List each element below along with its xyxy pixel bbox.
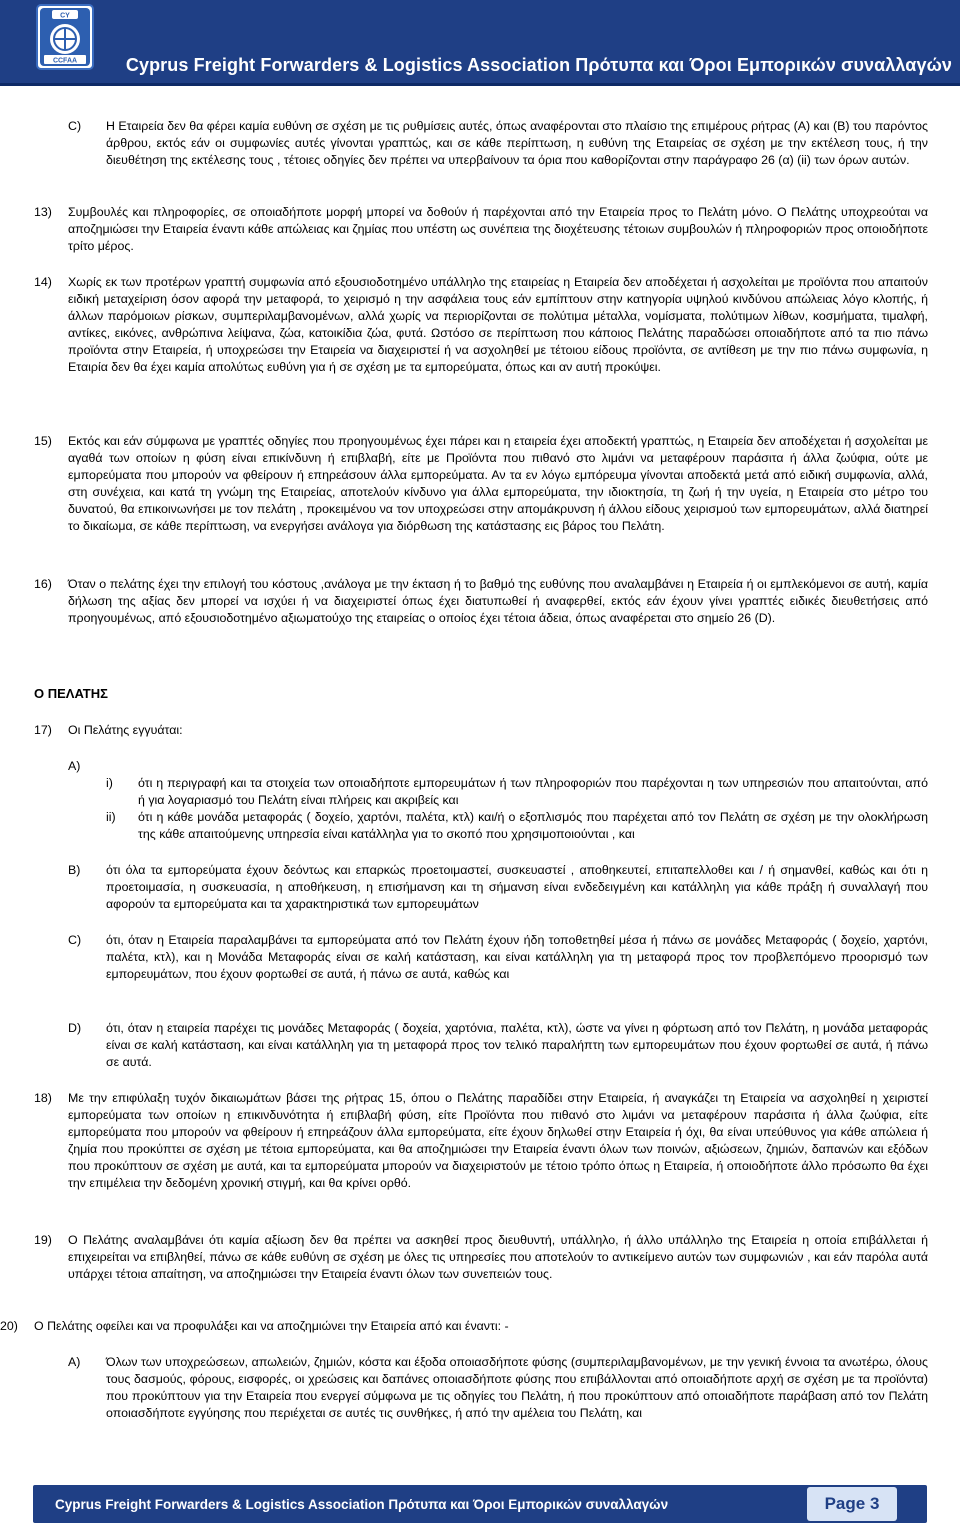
clause-15-text: Εκτός και εάν σύμφωνα με γραπτές οδηγίες που προηγουμένως έχει πάρει και η εταιρεία έχει αποδεκτή γραπτώς, η Εταιρεία δεν αποδέχεται ή ασχολείται με αγαθά των οποίων η φύση είναι επικίνδυνη ή επιβλαβή, είτε με Προϊόντα που πιθανό στο λιμάνι να μεταφέρουν παράσιτα ή άλλα ζωύφια, ούτε με εμπορεύματα που μπορούν να φθείρουν ή επηρεάσουν άλλα εμπορεύματα. Αν τα εν λόγω εμπόρευμα γίνονται αποδεκτά μετά από ειδική συμφωνία, αλλά, στη συνέχεια, και κατά τη γνώμη της Εταιρείας, αποτελούν κίνδυνο για άλλα εμπορεύματα, την ιδιοκτησία, τη ζωή ή την υγεία, η Εταιρεία στο μέτρο του δυνατού, θα επικοινωνήσει με τον πελάτη , προκειμένου να τον υποχρεώσει στην απομάκρυνση ή άλλου είδους χειρισμού των εμπορευμάτων, αλλά διατηρεί το δικαίωμα, σε κάθε περίπτωση, να ενεργήσει ανάλογα για διόρθωση της κατάστασης εις βάρος του Πελάτη. — [68, 434, 928, 533]
header-title: Cyprus Freight Forwarders & Logistics Association Πρότυπα και Όροι Εμπορικών συναλλαγών — [125, 55, 952, 75]
clause-20-a-text: Όλων των υποχρεώσεων, απωλειών, ζημιών, κόστα και έξοδα οποιασδήποτε φύσης (συμπεριλαμβανομένων, με την γενική έννοια τα ανωτέρω, όλους τους δασμούς, φόρους, εισφορές, οι χρεώσεις και δαπάνες οποιασδήποτε φύσης που επιβάλλονται από οποιαδήποτε αρχή σε σχέση με τα προϊόντα) που προκύπτουν για την Εταιρεία που ενεργεί σύμφωνα με τις οδηγίες του Πελάτη, ή που προκύπτουν από οποιαδήποτε παράβαση από τον Πελάτη οποιασδήποτε εγγύησης που περιέχεται σε αυτές τις συνθήκες, ή από την αμέλεια του Πελάτη, και — [106, 1355, 928, 1420]
clause-20-label: 20) — [0, 1319, 18, 1333]
clause-17-d-text: ότι, όταν η εταιρεία παρέχει τις μονάδες Μεταφοράς ( δοχεία, χαρτόνια, παλέτα, κτλ), ώστε να γίνει η φόρτωση από τον Πελάτη, η μονάδα μεταφοράς είναι σε καλή κατάσταση, και είναι κατάλληλη για τη μεταφορά προς τον τελικό παραλήπτη των εμπορευμάτων που έχουν φορτωθεί σε αυτά, ή πάνω σε αυτά. — [106, 1021, 928, 1069]
clause-19-text: Ο Πελάτης αναλαμβάνει ότι καμία αξίωση δεν θα πρέπει να ασκηθεί προς διευθυντή, υπάλληλο, ή άλλο υπάλληλο της Εταιρεία η οποία επιβάλλεται ή επιχειρείται να επιβληθεί, πάνω σε κάθε ευθύνη σε σχέση με όλες τις υπηρεσίες που αποτελούν το αντικείμενο αυτών των συμφωνιών , και εάν παρόλα αυτά υπάρχει τέτοια απαίτηση, να αποζημιώσει την Εταιρεία έναντι όλων των συνεπειών τους. — [68, 1233, 928, 1281]
clause-17-b-label: B) — [68, 863, 81, 877]
clause-17-intro: Οι Πελάτης εγγυάται: — [68, 723, 183, 737]
clause-17-c-label: C) — [68, 933, 82, 947]
clause-13-text: Συμβουλές και πληροφορίες, σε οποιαδήποτε μορφή μπορεί να δοθούν ή παρέχονται από την Εταιρεία προς το Πελάτη μόνο. Ο Πελάτης υποχρεούται να αποζημιώσει την Εταιρεία έναντι κάθε απώλειας και ζημίας που υπέστη ως συνέπεια της διοχέτευσης τέτοιων συμβουλών ή πληροφοριών προς οποιοδήποτε τρίτο μέρος. — [68, 205, 928, 253]
clause-18-label: 18) — [34, 1091, 52, 1105]
clause-13-label: 13) — [34, 205, 52, 219]
logo-ccfaa-text: CCFAA — [52, 57, 78, 65]
clause-17-a-i-label: i) — [106, 776, 113, 790]
clause-14-text: Χωρίς εκ των προτέρων γραπτή συμφωνία από εξουσιοδοτημένο υπάλληλο της εταιρείας η Εταιρεία δεν αποδέχεται ή ασχολείται με προϊόντα που απαιτούν ειδική μεταχείριση όσον αφορά την μεταφορά, το χειρισμό η την ασφάλεια τους εάν εμπίπτουν στην κατηγορία υψηλού κινδύνου απώλειας λόγο κλοπής, ή άλλων παρόμοιων ρίσκων, συμπεριλαμβανομένων, αλλά χωρίς να περιορίζονται σε πολύτιμα μέταλλα, νομίσματα, πολύτιμων λίθων, κοσμήματα, τιμαλφή, αντίκες, εικόνες, ανθρώπινα λείψανα, ζώα, κατοικίδια ζώα, φυτά. Ωστόσο σε περίπτωση που κάποιος Πελάτης παραδώσει οποιαδήποτε από τα πιο πάνω προϊόντα στην Εταιρεία, ή υποχρεώσει την Εταιρεία να διαχειριστεί ή να ασχοληθεί με τέτοιου είδους προϊόντα, σε αντίθεση με την πιο πάνω συμφωνία, η Εταιρία δεν θα έχει καμία απολύτως ευθύνη για ή σε σχέση με τα εμπορεύματα, όπως και αν αυτή προκύψει. — [68, 275, 928, 374]
clause-19-label: 19) — [34, 1233, 52, 1247]
clause-18-text: Με την επιφύλαξη τυχόν δικαιωμάτων βάσει της ρήτρας 15, όπου ο Πελάτης παραδίδει στην Εταιρεία, ή αναγκάζει τη Εταιρεία να ασχοληθεί η χειριστεί εμπορεύματα των οποίων η επικινδυνότητα ή επιβλαβή φύση, είτε Προϊόντα που πιθανό στο λιμάνι να μεταφέρουν παράσιτα ή άλλα ζωύφια, είτε εμπορεύματα που μπορούν να φθείρουν ή επηρεάζουν άλλα εμπορεύματα, είτε έχουν δηλωθεί στην Εταιρεία ή όχι, θα είναι υπεύθυνος για κάθε απώλεια ή ζημία που προκύπτει σε σχέση με τέτοια εμπορεύματα, και θα αποζημιώσει την Εταιρεία έναντι όλων των ποινών, αξιώσεων, ζημιών, δαπανών και εξόδων που προκύπτουν σε σχέση με αυτά, και τα εμπορεύματα μπορούν να διαχειριστούν με τέτοιο τρόπο όπως η Εταιρεία, ή οποιοδήποτε άλλο πρόσωπο θα έχει την επιμέλεια την δεδομένη χρονική στιγμή, και θα κρίνει ορθό. — [68, 1091, 928, 1190]
ccfaa-logo — [36, 4, 94, 70]
header-bar — [0, 0, 960, 86]
footer-bar — [33, 1485, 927, 1523]
clause-17-a-label: A) — [68, 759, 81, 773]
logo-cy-text: CY — [60, 12, 70, 20]
page-number: Page 3 — [807, 1487, 897, 1521]
clause-17-b-text: ότι όλα τα εμπορεύματα έχουν δεόντως και επαρκώς προετοιμαστεί, συσκευαστεί , αποθηκευτεί, επιταπελλοθει και / ή σημανθεί, καθώς και ότι η προετοιμασία, η συσκευασία, η αποθήκευση, η επισήμανση και τη σήμανση είναι ενδεδειγμένη και κατάλληλη για κάθε πράξη ή συναλλαγή που αφορούν τα εμπορεύματα και τα χαρακτηριστικά των εμπορευμάτων — [106, 863, 928, 911]
clause-16-label: 16) — [34, 577, 52, 591]
footer-title: Cyprus Freight Forwarders & Logistics Association Πρότυπα και Όροι Εμπορικών συναλλαγών — [55, 1497, 669, 1512]
clause-c-label: C) — [68, 119, 82, 133]
clause-20-intro: Ο Πελάτης οφείλει και να προφυλάξει και να αποζημιώνει την Εταιρεία από και έναντι: - — [34, 1319, 509, 1333]
clause-20-a-label: A) — [68, 1355, 81, 1369]
clause-17-a-ii-label: ii) — [106, 810, 116, 824]
clause-16-text: Όταν ο πελάτης έχει την επιλογή του κόστους ,ανάλογα με την έκταση ή το βαθμό της ευθύνης που αναλαμβάνει η Εταιρεία ή οι εμπλεκόμενοι σε αυτή, καμία δήλωση της αξίας δεν μπορεί να ισχύει ή να διαχειριστεί όπως έχει διατυπωθεί ή αναφερθεί, εκτός εάν έχουν γίνει γραπτές ειδικές διευθετήσεις από προηγουμένως, από εξουσιοδοτημένο αξιωματούχο της εταιρείας ο οποίος έχει τέτοια άδεια, όπως αναφέρεται στο σημείο 26 (D). — [68, 577, 928, 625]
clause-17-label: 17) — [34, 723, 52, 737]
clause-17-a-i-text: ότι η περιγραφή και τα στοιχεία των οποιαδήποτε εμπορευμάτων ή των πληροφοριών που παρέχονται η των υπηρεσιών που απαιτούνται, από ή για λογαριασμό του Πελάτη είναι πλήρεις και ακριβείς και — [138, 776, 928, 807]
clause-14-label: 14) — [34, 275, 52, 289]
clause-17-a-ii-text: ότι η κάθε μονάδα μεταφοράς ( δοχείο, χαρτόνι, παλέτα, κτλ) και/ή ο εξοπλισμός που παρέχεται από τον Πελάτη σε σχέση με την ολοκλήρωση της κάθε απαιτούμενης υπηρεσία είναι κατάλληλα για το σκοπό που χρησιμοποιούνται , και — [138, 810, 928, 841]
customer-heading: Ο ΠΕΛΑΤΗΣ — [34, 686, 108, 701]
clause-15-label: 15) — [34, 434, 52, 448]
clause-c-text: Η Εταιρεία δεν θα φέρει καμία ευθύνη σε σχέση με τις ρυθμίσεις αυτές, όπως αναφέρονται στο πλαίσιο της επιμέρους ρήτρας (Α) και (Β) του παρόντος άρθρου, εκτός εάν οι συμφωνίες αυτές γίνονται γραπτώς, και σε κάθε περίπτωση, η ευθύνη της Εταιρείας σε σχέση με την εκτέλεση τους, ή την διευθέτηση της εκτέλεσης τους , τέτοιες οδηγίες δεν πρέπει να υπερβαίνουν τα όρια που καθορίζονται στην παράγραφο 26 (α) (ii) των όρων αυτών. — [106, 119, 928, 167]
clause-17-c-text: ότι, όταν η Εταιρεία παραλαμβάνει τα εμπορεύματα από τον Πελάτη έχουν ήδη τοποθετηθεί μέσα ή πάνω σε μονάδες Μεταφοράς ( δοχείο, χαρτόνι, παλέτα, κτλ), και η Μονάδα Μεταφοράς είναι σε καλή κατάσταση, και είναι κατάλληλη για τη μεταφορά προς τον προβλεπόμενο προορισμό των εμπορευμάτων, που έχουν φορτωθεί σε αυτά, ή πάνω σε αυτά, καθώς και — [106, 933, 928, 981]
clause-17-d-label: D) — [68, 1021, 82, 1035]
